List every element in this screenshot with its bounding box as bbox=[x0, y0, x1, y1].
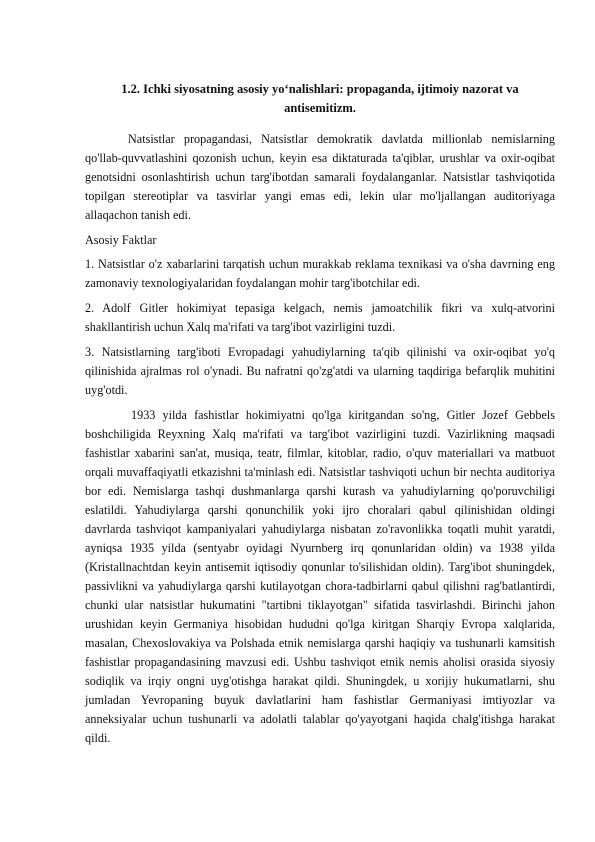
body-paragraph: 1933 yilda fashistlar hokimiyatni qo'lga kiritgandan so'ng, Gitler Jozef Gebbels boshchiligida Reyxning Xalq ma'rifati va targ'ibot vazirligini tuzdi. Vazirlikning maqsadi fashistlar xabarini san'at, musiqa, teatr, filmlar, kitoblar, radio, o'quv materiallari va matbuot orqali muvaffaqiyatli etkazishni ta'minlash edi. Natsistlar tashviqoti uchun bir nechta auditoriya bor edi. Nemislarga tashqi dushmanlarga qarshi kurash va yahudiylarning qo'poruvchiligi eslatildi. Yahudiylarga qarshi qonunchilik yoki ijro choralari qabul qilinishidan oldingi davrlarda tashviqot kampaniyalari yahudiylarga nisbatan zo'ravonlikka toqatli muhit yaratdi, ayniqsa 1935 yilda (sentyabr oyidagi Nyurnberg irq qonunlaridan oldin) va 1938 yilda (Kristallnachtdan keyin antisemit iqtisodiy qonunlar to'silishidan oldin). Targ'ibot shuningdek, passivlikni va yahudiylarga qarshi kutilayotgan chora-tadbirlarni qabul qilishni rag'batlantirdi, chunki ular natsistlar hukumatini "tartibni tiklayotgan" sifatida tasvirlashdi. Birinchi jahon urushidan keyin Germaniya hisobidan hududni qo'lga kiritgan Sharqiy Evropa xalqlarida, masalan, Chexoslovakiya va Polshada etnik nemislarga qarshi haqiqiy va tushunarli kamsitish fashistlar propagandasining mavzusi edi. Ushbu tashviqot etnik nemis aholisi orasida siyosiy sodiqlik va irqiy ongni uyg'otishga harakat qildi. Shuningdek, u xorijiy hukumatlarni, shu jumladan Yevropaning buyuk davlatlarini ham fashistlar Germaniyasi imtiyozlar va anneksiyalar uchun tushunarli va adolatli talablar qo'yayotgani haqida chalg'itishga harakat qildi. bbox=[85, 408, 555, 745]
document-page bbox=[85, 80, 555, 754]
fact-item-2: 2. Adolf Gitler hokimiyat tepasiga kelgach, nemis jamoatchilik fikri va xulq-atvorini shakllantirish uchun Xalq ma'rifati va targ'ibot vazirligini tuzdi. bbox=[85, 301, 555, 334]
fact-item-3: 3. Natsistlarning targ'iboti Evropadagi yahudiylarning ta'qib qilinishi va oxir-oqibat yo'q qilinishida ajralmas rol o'ynadi. Bu nafratni qo'zg'atdi va ularning taqdiriga befarqlik muhitini uyg'otdi. bbox=[85, 345, 555, 397]
facts-heading: Asosiy Faktlar bbox=[85, 233, 157, 247]
intro-paragraph: Natsistlar propagandasi, Natsistlar demokratik davlatda millionlab nemislarning qo'llab-quvvatlashini qozonish uchun, keyin esa diktaturada ta'qiblar, urushlar va oxir-oqibat genotsidni osonlashtirish uchun targ'ibotdan samarali foydalanganlar. Natsistlar tashviqotida topilgan stereotiplar va tasvirlar yangi emas edi, lekin ular mo'ljallangan auditoriyaga allaqachon tanish edi. bbox=[85, 132, 555, 222]
fact-item-1: 1. Natsistlar o'z xabarlarini tarqatish uchun murakkab reklama texnikasi va o'sha davrning eng zamonaviy texnologiyalaridan foydalangan mohir targ'ibotchilar edi. bbox=[85, 257, 555, 290]
section-title: 1.2. Ichki siyosatning asosiy yo‘nalishlari: propaganda, ijtimoiy nazorat va antisemitizm. bbox=[121, 82, 519, 115]
